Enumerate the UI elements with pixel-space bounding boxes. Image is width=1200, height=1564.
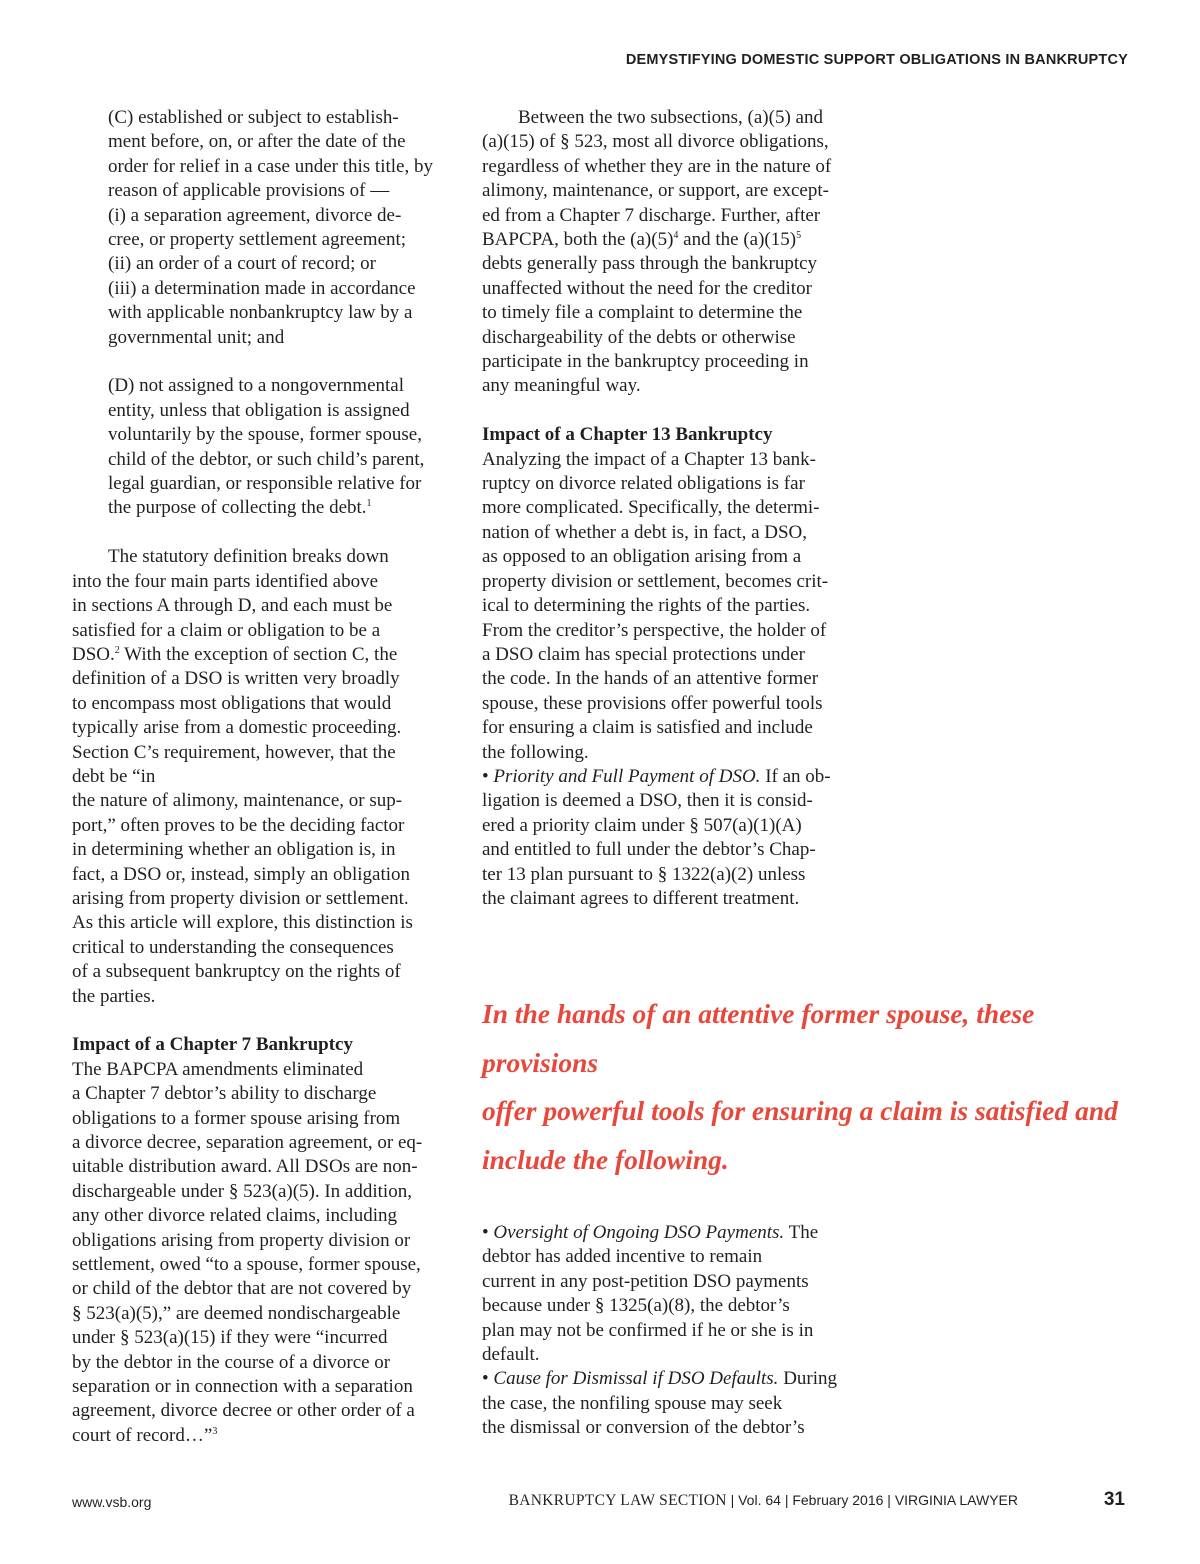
text-line: ligation is deemed a DSO, then it is consid- xyxy=(482,790,813,812)
chapter7-paragraph xyxy=(72,1058,444,1449)
chapter13-paragraph xyxy=(482,448,854,765)
text-run: the purpose of collecting the debt. xyxy=(108,497,367,519)
text-run: With the exception of section C, the xyxy=(119,643,398,665)
text-line: ed from a Chapter 7 discharge. Further, after xyxy=(482,204,821,226)
footer-credit xyxy=(509,1492,1018,1510)
text-line: property division or settlement, becomes crit- xyxy=(482,570,829,592)
bullet-glyph: • xyxy=(482,765,494,787)
text-line: entity, unless that obligation is assigned xyxy=(108,399,410,421)
text-line: the following. xyxy=(482,741,589,763)
text-line: the case, the nonfiling spouse may seek xyxy=(482,1392,783,1414)
text-line: ered a priority claim under § 507(a)(1)(A) xyxy=(482,814,802,836)
text-line: The BAPCPA amendments eliminated xyxy=(72,1058,364,1080)
right-column-continued xyxy=(482,1221,854,1441)
text-line: current in any post-petition DSO payments xyxy=(482,1270,809,1292)
footnote-ref: 5 xyxy=(796,230,802,242)
text-line: governmental unit; and xyxy=(108,326,285,348)
text-run: If an ob- xyxy=(760,765,831,787)
text-run: court of record…” xyxy=(72,1424,213,1446)
text-line: (a)(15) of § 523, most all divorce obligations, xyxy=(482,131,829,153)
text-line: § 523(a)(5),” are deemed nondischargeable xyxy=(72,1302,401,1324)
text-line: (D) not assigned to a nongovernmental xyxy=(108,375,405,397)
text-line: in sections A through D, and each must be xyxy=(72,595,393,617)
text-line: unaffected without the need for the creditor xyxy=(482,277,812,299)
left-column xyxy=(72,106,444,1448)
text-line xyxy=(482,765,854,789)
text-line: cree, or property settlement agreement; xyxy=(108,229,407,251)
pull-quote-line: offer powerful tools for ensuring a claim is satisfied and xyxy=(482,1095,1118,1126)
text-line: default. xyxy=(482,1344,540,1366)
text-line: under § 523(a)(15) if they were “incurred xyxy=(72,1327,388,1349)
text-line: agreement, divorce decree or other order of a xyxy=(72,1400,415,1422)
bullet-glyph: • xyxy=(482,1222,494,1243)
text-line: critical to understanding the consequences xyxy=(72,936,394,958)
text-line: a divorce decree, separation agreement, or eq- xyxy=(72,1132,423,1154)
text-line: As this article will explore, this distinction is xyxy=(72,912,413,934)
text-line: in determining whether an obligation is, in xyxy=(72,839,396,861)
text-line: ical to determining the rights of the parties. xyxy=(482,595,811,617)
footnote-ref: 3 xyxy=(212,1425,218,1437)
text-line: legal guardian, or responsible relative for xyxy=(108,473,422,495)
bullet-dismissal-defaults xyxy=(482,1367,854,1440)
footer-issue: | Vol. 64 | February 2016 | VIRGINIA LAWYER xyxy=(726,1492,1018,1508)
text-run: DSO. xyxy=(72,643,115,665)
text-line: satisfied for a claim or obligation to be a xyxy=(72,619,381,641)
text-line: of a subsequent bankruptcy on the rights of xyxy=(72,961,401,983)
text-run: During xyxy=(778,1368,838,1390)
footnote-ref: 2 xyxy=(114,644,120,656)
text-line: a Chapter 7 debtor’s ability to discharge xyxy=(72,1083,377,1105)
text-line: regardless of whether they are in the nature of xyxy=(482,155,832,177)
text-line: for ensuring a claim is satisfied and include xyxy=(482,717,813,739)
text-line: as opposed to an obligation arising from a xyxy=(482,546,802,568)
text-line: port,” often proves to be the deciding factor xyxy=(72,814,405,836)
text-line: by the debtor in the course of a divorce or xyxy=(72,1351,391,1373)
text-line: the nature of alimony, maintenance, or sup- xyxy=(72,790,403,812)
text-line: debts generally pass through the bankruptcy xyxy=(482,253,818,275)
text-line: ter 13 plan pursuant to § 1322(a)(2) unless xyxy=(482,863,806,885)
text-line: to encompass most obligations that would xyxy=(72,692,392,714)
footnote-ref: 1 xyxy=(366,498,372,510)
pull-quote-line: include the following. xyxy=(482,1143,729,1175)
text-line: separation or in connection with a separation xyxy=(72,1376,413,1398)
text-line: fact, a DSO or, instead, simply an obligation xyxy=(72,863,411,885)
text-line: child of the debtor, or such child’s parent, xyxy=(108,448,425,470)
text-line: Between the two subsections, (a)(5) and xyxy=(518,107,823,128)
text-line: debt be “in xyxy=(72,765,156,787)
right-column xyxy=(482,106,854,911)
chapter13-heading: Impact of a Chapter 13 Bankruptcy xyxy=(482,424,773,446)
text-line xyxy=(72,1424,444,1448)
page-number: 31 xyxy=(1103,1489,1125,1510)
text-line: definition of a DSO is written very broadly xyxy=(72,668,400,690)
text-line: ment before, on, or after the date of the xyxy=(108,131,406,153)
text-line: nation of whether a debt is, in fact, a DSO, xyxy=(482,521,808,543)
text-line: with applicable nonbankruptcy law by a xyxy=(108,302,413,324)
text-line: typically arise from a domestic proceeding. xyxy=(72,717,402,739)
statute-clause-d xyxy=(108,374,444,520)
bullet-oversight-payments xyxy=(482,1221,854,1367)
running-head: DEMYSTIFYING DOMESTIC SUPPORT OBLIGATIONS IN BANKRUPTCY xyxy=(625,52,1128,68)
text-line: any meaningful way. xyxy=(482,375,641,397)
text-line: obligations arising from property division or xyxy=(72,1229,411,1251)
text-line: the code. In the hands of an attentive former xyxy=(482,668,819,690)
text-run: BAPCPA, both the (a)(5) xyxy=(482,229,674,251)
text-line: reason of applicable provisions of — xyxy=(108,180,390,202)
text-line: alimony, maintenance, or support, are except- xyxy=(482,180,829,202)
text-line: dischargeability of the debts or otherwise xyxy=(482,326,796,348)
text-line: and entitled to full under the debtor’s Chap- xyxy=(482,839,816,861)
text-line: the dismissal or conversion of the debtor’s xyxy=(482,1417,805,1439)
text-line: obligations to a former spouse arising from xyxy=(72,1107,401,1129)
bullet-title: Priority and Full Payment of DSO. xyxy=(493,765,761,787)
chapter7-heading: Impact of a Chapter 7 Bankruptcy xyxy=(72,1034,353,1056)
footnote-ref: 4 xyxy=(673,230,679,242)
text-line: the parties. xyxy=(72,985,156,1007)
text-line xyxy=(108,496,444,520)
text-line: or child of the debtor that are not covered by xyxy=(72,1278,412,1300)
bullet-glyph: • xyxy=(482,1368,494,1390)
text-line: debtor has added incentive to remain xyxy=(482,1246,763,1268)
pull-quote xyxy=(482,990,1142,1184)
text-line: to timely file a complaint to determine the xyxy=(482,302,803,324)
text-line: (i) a separation agreement, divorce de- xyxy=(108,204,402,226)
text-line: settlement, owed “to a spouse, former spouse, xyxy=(72,1254,421,1276)
text-line xyxy=(72,643,444,667)
pull-quote-line: In the hands of an attentive former spouse, these provisions xyxy=(482,998,1035,1078)
text-line: participate in the bankruptcy proceeding in xyxy=(482,351,809,373)
text-line: voluntarily by the spouse, former spouse, xyxy=(108,424,422,446)
text-line: order for relief in a case under this title, by xyxy=(108,155,433,177)
text-line: a DSO claim has special protections under xyxy=(482,643,805,665)
text-run: and the (a)(15) xyxy=(678,229,797,251)
bullet-priority-payment xyxy=(482,765,854,911)
text-line xyxy=(482,228,854,252)
text-line: (iii) a determination made in accordance xyxy=(108,277,416,299)
text-line: plan may not be confirmed if he or she is in xyxy=(482,1319,814,1341)
text-line: The statutory definition breaks down xyxy=(108,546,389,568)
statutory-definition-paragraph xyxy=(72,545,444,1009)
text-line: (C) established or subject to establish- xyxy=(108,107,399,128)
text-line: (ii) an order of a court of record; or xyxy=(108,253,376,275)
footer-url-link[interactable]: www.vsb.org xyxy=(72,1494,152,1510)
text-line: dischargeable under § 523(a)(5). In addition, xyxy=(72,1180,412,1202)
text-run: The xyxy=(784,1222,819,1243)
footer-section: BANKRUPTCY LAW SECTION xyxy=(508,1492,727,1509)
text-line: From the creditor’s perspective, the holder of xyxy=(482,619,827,641)
text-line: any other divorce related claims, including xyxy=(72,1205,397,1227)
text-line: because under § 1325(a)(8), the debtor’s xyxy=(482,1295,790,1317)
text-line: ruptcy on divorce related obligations is far xyxy=(482,473,805,495)
text-line: Section C’s requirement, however, that the xyxy=(72,741,396,763)
statute-clause-c xyxy=(108,106,444,350)
text-line xyxy=(482,1367,854,1391)
bullet-title: Oversight of Ongoing DSO Payments. xyxy=(493,1222,785,1243)
text-line: arising from property division or settlement. xyxy=(72,887,409,909)
text-line: spouse, these provisions offer powerful tools xyxy=(482,692,823,714)
text-line: uitable distribution award. All DSOs are non- xyxy=(72,1156,418,1178)
text-line: into the four main parts identified above xyxy=(72,570,379,592)
bullet-title: Cause for Dismissal if DSO Defaults. xyxy=(493,1368,779,1390)
text-line: Analyzing the impact of a Chapter 13 bank- xyxy=(482,448,816,470)
text-line: the claimant agrees to different treatment. xyxy=(482,887,800,909)
text-line xyxy=(482,1221,854,1245)
text-line: more complicated. Specifically, the determi- xyxy=(482,497,820,519)
between-subsections-paragraph xyxy=(482,106,854,399)
